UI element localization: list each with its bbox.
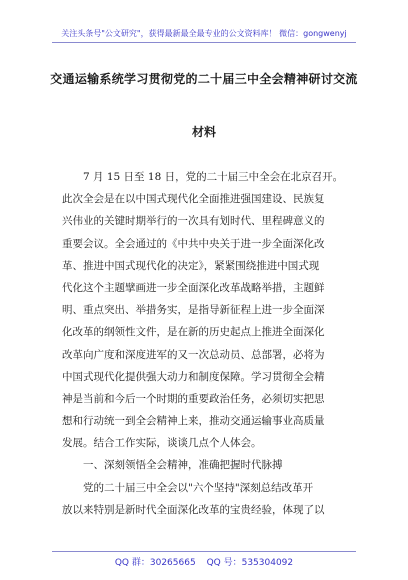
paragraph-line: 7 月 15 日至 18 日，党的二十届三中全会在北京召开。 [83, 171, 344, 183]
document-body [62, 166, 352, 521]
paragraph-line: 明、重点突出、举措务实，是指导新征程上进一步全面深 [62, 304, 325, 317]
paragraph-line: 改革向广度和深度进军的又一次总动员、总部署，必将为 [62, 348, 325, 361]
paragraph-line: 重要会议。全会通过的《中共中央关于进一步全面深化改 [62, 237, 325, 250]
document-title-continued: 材料 [191, 125, 216, 139]
footer-divider [52, 551, 356, 552]
paragraph-line: 放以来特别是新时代全面深化改革的宝贵经验，体现了以 [62, 503, 325, 516]
paragraph-line: 代化这个主题擘画进一步全面深化改革战略举措，主题鲜 [62, 281, 325, 294]
paragraph-line: 此次全会是在以中国式现代化全面推进强国建设、民族复 [62, 193, 325, 206]
paragraph-line: 兴伟业的关键时期举行的一次具有划时代、里程碑意义的 [62, 215, 325, 228]
paragraph-line: 一、深刻领悟全会精神，准确把握时代脉搏 [83, 459, 283, 472]
paragraph-line: 革、推进中国式现代化的决定》，紧紧围绕推进中国式现 [62, 259, 320, 272]
paragraph-line: 化改革的纲领性文件，是在新的历史起点上推进全面深化 [62, 326, 325, 339]
paragraph-line: 党的二十届三中全会以"六个坚持"深刻总结改革开 [83, 481, 314, 494]
footer-qq-group: QQ 群：30265665 [114, 558, 196, 568]
paragraph-line: 神是当前和今后一个时期的重要政治任务，必须切实把思 [62, 392, 325, 405]
footer-qq-number: QQ 号：535304092 [206, 558, 294, 568]
paragraph-line: 中国式现代化提供强大动力和制度保障。学习贯彻全会精 [62, 370, 325, 383]
header-divider [52, 42, 356, 43]
document-title: 交通运输系统学习贯彻党的二十届三中全会精神研讨交流 [50, 72, 358, 86]
paragraph-line: 发展。结合工作实际，谈谈几点个人体会。 [62, 437, 262, 450]
paragraph-line: 想和行动统一到全会精神上来，推动交通运输事业高质量 [62, 415, 325, 428]
footer-contact [0, 555, 408, 568]
header-watermark-note: 关注头条号"公文研究"，获得最新最全最专业的公文资料库！ 微信：gongwenyj [61, 29, 347, 38]
